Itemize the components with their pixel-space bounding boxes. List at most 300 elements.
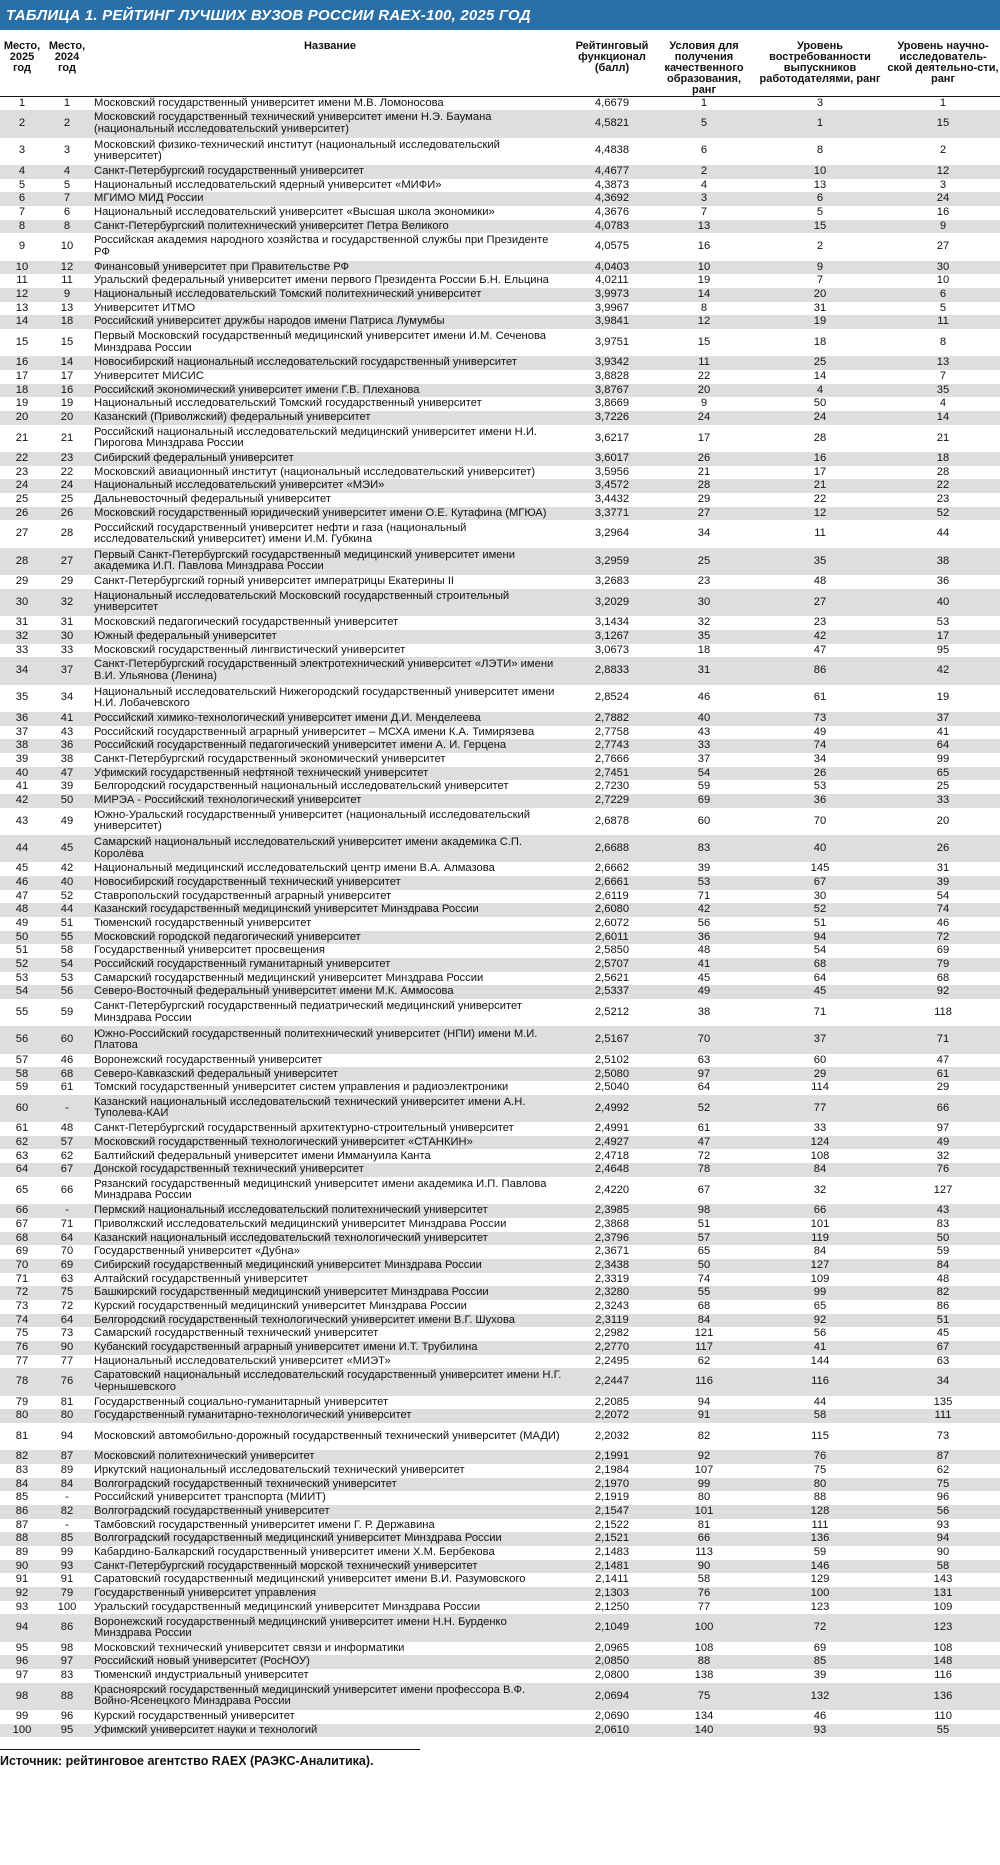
cell-conditions-rank: 23 <box>697 575 711 588</box>
cell-research-rank: 11 <box>937 315 949 328</box>
cell-research-rank: 30 <box>936 260 950 273</box>
cell-score: 3,5956 <box>594 465 630 478</box>
table-row <box>0 356 1000 370</box>
cell-demand-rank: 46 <box>813 1710 827 1723</box>
cell-conditions-rank: 67 <box>697 1183 711 1196</box>
cell-place-2024: 36 <box>60 739 74 752</box>
cell-research-rank: 18 <box>936 452 950 465</box>
cell-place-2025: 17 <box>15 370 29 383</box>
cell-place-2025: 72 <box>15 1286 29 1299</box>
cell-score: 2,7743 <box>594 739 630 752</box>
cell-place-2025: 98 <box>15 1689 29 1702</box>
cell-place-2025: 59 <box>15 1081 29 1094</box>
cell-demand-rank: 4 <box>816 383 824 396</box>
cell-demand-rank: 77 <box>813 1101 827 1114</box>
table-row <box>0 97 1000 111</box>
cell-research-rank: 109 <box>933 1600 953 1613</box>
table-row <box>0 1273 1000 1287</box>
cell-score: 3,9342 <box>594 356 630 369</box>
cell-place-2025: 29 <box>15 575 29 588</box>
cell-university-name: Казанский национальный исследовательский технологический университет <box>94 1231 488 1244</box>
cell-university-name: Сибирский государственный медицинский университет Минздрава России <box>94 1258 482 1271</box>
table-row <box>0 794 1000 808</box>
cell-university-name: Воронежский государственный медицинский университет имени Н.Н. Бурденко Минздрава России <box>94 1615 507 1640</box>
cell-research-rank: 116 <box>934 1669 952 1682</box>
cell-score: 2,1522 <box>594 1518 630 1531</box>
cell-conditions-rank: 40 <box>697 711 711 724</box>
cell-place-2024: 11 <box>61 274 73 287</box>
cell-place-2024: 2 <box>63 117 71 130</box>
cell-research-rank: 47 <box>936 1053 950 1066</box>
cell-demand-rank: 31 <box>813 301 827 314</box>
cell-place-2024: 8 <box>63 219 71 232</box>
cell-demand-rank: 109 <box>810 1272 830 1285</box>
cell-place-2024: 21 <box>60 431 74 444</box>
cell-conditions-rank: 57 <box>697 1231 711 1244</box>
cell-university-name: Томский государственный университет систем управления и радиоэлектроники <box>94 1081 509 1094</box>
cell-university-name: Северо-Кавказский федеральный университет <box>94 1067 338 1080</box>
cell-place-2024: 59 <box>60 1005 74 1018</box>
table-row <box>0 192 1000 206</box>
cell-place-2025: 32 <box>15 629 29 642</box>
cell-demand-rank: 24 <box>813 411 827 424</box>
cell-demand-rank: 84 <box>813 1163 827 1176</box>
cell-demand-rank: 68 <box>813 958 827 971</box>
cell-research-rank: 14 <box>936 411 950 424</box>
cell-demand-rank: 42 <box>813 629 827 642</box>
cell-university-name: Северо-Восточный федеральный университет имени М.К. Аммосова <box>94 985 454 998</box>
cell-research-rank: 62 <box>936 1464 950 1477</box>
cell-demand-rank: 34 <box>813 752 827 765</box>
cell-place-2024: 10 <box>60 240 74 253</box>
cell-research-rank: 108 <box>933 1641 953 1654</box>
cell-conditions-rank: 43 <box>697 725 711 738</box>
cell-place-2024: 53 <box>60 971 74 984</box>
cell-score: 2,5621 <box>594 971 630 984</box>
cell-demand-rank: 9 <box>816 260 824 273</box>
table-row <box>0 657 1000 684</box>
cell-university-name: Российский университет транспорта (МИИТ) <box>94 1491 326 1504</box>
cell-conditions-rank: 56 <box>697 917 711 930</box>
cell-university-name: Волгоградский государственный университет <box>94 1505 330 1518</box>
cell-university-name: Университет МИСИС <box>94 370 204 383</box>
cell-research-rank: 93 <box>936 1518 950 1531</box>
cell-place-2024: 32 <box>60 595 74 608</box>
cell-place-2025: 46 <box>15 876 29 889</box>
cell-place-2024: 45 <box>60 841 74 854</box>
table-row <box>0 425 1000 452</box>
cell-conditions-rank: 84 <box>697 1313 711 1326</box>
cell-place-2024: 3 <box>63 144 71 157</box>
cell-conditions-rank: 19 <box>697 274 711 287</box>
cell-place-2024: 31 <box>60 616 74 629</box>
table-row <box>0 206 1000 220</box>
table-row <box>0 1573 1000 1587</box>
cell-place-2024: 86 <box>60 1621 74 1634</box>
table-row <box>0 507 1000 521</box>
cell-place-2025: 50 <box>15 930 29 943</box>
cell-score: 3,2959 <box>594 554 630 567</box>
cell-university-name: Национальный исследовательский университет «МИЭТ» <box>94 1354 391 1367</box>
table-row <box>0 1519 1000 1533</box>
cell-university-name: Уральский государственный медицинский университет Минздрава России <box>94 1600 481 1613</box>
cell-university-name: Новосибирский государственный технический университет <box>94 876 401 889</box>
cell-university-name: Московский физико-технический институт (национальный исследовательский университет) <box>94 138 500 163</box>
cell-university-name: Московский авиационный институт (национальный исследовательский университет) <box>94 465 536 478</box>
cell-place-2025: 78 <box>15 1375 29 1388</box>
cell-score: 3,7226 <box>594 411 630 424</box>
cell-university-name: Государственный университет просвещения <box>94 944 325 957</box>
table-row <box>0 1327 1000 1341</box>
cell-place-2025: 39 <box>15 752 29 765</box>
cell-research-rank: 94 <box>936 1532 950 1545</box>
cell-place-2024: 85 <box>60 1532 74 1545</box>
cell-demand-rank: 99 <box>813 1286 827 1299</box>
cell-demand-rank: 44 <box>813 1395 827 1408</box>
cell-place-2025: 97 <box>15 1669 29 1682</box>
cell-place-2024: 34 <box>60 691 74 704</box>
cell-score: 2,6662 <box>594 862 630 875</box>
cell-university-name: Российский химико-технологический университет имени Д.И. Менделеева <box>94 711 481 724</box>
cell-place-2024: 6 <box>63 205 71 218</box>
cell-place-2025: 23 <box>15 465 29 478</box>
table-row <box>0 1095 1000 1122</box>
cell-conditions-rank: 58 <box>697 1573 711 1586</box>
cell-university-name: Иркутский национальный исследовательский технический университет <box>94 1464 465 1477</box>
cell-place-2025: 37 <box>15 725 29 738</box>
table-row <box>0 1026 1000 1053</box>
cell-place-2025: 92 <box>15 1587 29 1600</box>
cell-university-name: Новосибирский национальный исследовательский государственный университет <box>94 356 518 369</box>
cell-conditions-rank: 28 <box>697 479 711 492</box>
cell-university-name: Южно-Уральский государственный университет (национальный исследовательский университет) <box>94 808 530 833</box>
cell-demand-rank: 39 <box>813 1669 827 1682</box>
cell-place-2024: 80 <box>60 1409 74 1422</box>
cell-university-name: Санкт-Петербургский политехнический университет Петра Великого <box>94 219 449 232</box>
table-row <box>0 1601 1000 1615</box>
cell-conditions-rank: 71 <box>697 889 711 902</box>
cell-demand-rank: 3 <box>816 96 824 109</box>
cell-place-2024: - <box>65 1518 69 1531</box>
cell-research-rank: 84 <box>936 1258 950 1271</box>
cell-place-2024: 69 <box>60 1258 74 1271</box>
cell-score: 2,2072 <box>594 1409 630 1422</box>
cell-place-2025: 86 <box>15 1505 29 1518</box>
table-row <box>0 179 1000 193</box>
cell-score: 2,3671 <box>594 1245 630 1258</box>
cell-university-name: Курский государственный медицинский университет Минздрава России <box>94 1299 467 1312</box>
table-row <box>0 274 1000 288</box>
cell-university-name: Национальный исследовательский университет «МЭИ» <box>94 479 385 492</box>
cell-university-name: Ставропольский государственный аграрный университет <box>94 889 392 902</box>
cell-demand-rank: 56 <box>813 1327 827 1340</box>
table-row <box>0 1396 1000 1410</box>
cell-place-2025: 85 <box>15 1491 29 1504</box>
cell-conditions-rank: 20 <box>697 383 711 396</box>
cell-score: 3,1267 <box>594 629 630 642</box>
cell-demand-rank: 65 <box>813 1299 827 1312</box>
cell-research-rank: 51 <box>936 1313 950 1326</box>
table-row <box>0 110 1000 137</box>
cell-demand-rank: 114 <box>811 1081 829 1094</box>
cell-place-2024: 99 <box>60 1546 74 1559</box>
cell-score: 2,6119 <box>595 889 629 902</box>
header-research-rank: Уровень научно-исследователь-ской деятельно-сти, ранг <box>886 30 1000 97</box>
cell-conditions-rank: 35 <box>697 629 711 642</box>
cell-score: 4,3873 <box>594 178 630 191</box>
cell-research-rank: 25 <box>936 780 950 793</box>
cell-research-rank: 35 <box>936 383 950 396</box>
table-row <box>0 1642 1000 1656</box>
cell-university-name: Уфимский государственный нефтяной технический университет <box>94 766 429 779</box>
cell-place-2024: 72 <box>60 1299 74 1312</box>
cell-place-2025: 61 <box>15 1122 29 1135</box>
cell-conditions-rank: 64 <box>697 1081 711 1094</box>
cell-university-name: Казанский национальный исследовательский технический университет имени А.Н. Туполева-КАИ <box>94 1095 526 1120</box>
cell-score: 2,1547 <box>594 1505 630 1518</box>
cell-score: 4,0575 <box>594 240 630 253</box>
cell-score: 2,4992 <box>594 1101 630 1114</box>
cell-place-2024: 68 <box>60 1067 74 1080</box>
cell-place-2025: 30 <box>15 595 29 608</box>
cell-university-name: Финансовый университет при Правительстве РФ <box>94 260 350 273</box>
cell-score: 4,3676 <box>594 205 630 218</box>
cell-demand-rank: 101 <box>810 1217 830 1230</box>
cell-research-rank: 87 <box>936 1450 950 1463</box>
cell-research-rank: 76 <box>936 1163 950 1176</box>
table-row <box>0 220 1000 234</box>
cell-place-2024: 55 <box>60 930 74 943</box>
table-row <box>0 1232 1000 1246</box>
cell-score: 2,1991 <box>594 1450 630 1463</box>
cell-score: 2,1970 <box>594 1477 630 1490</box>
cell-conditions-rank: 47 <box>697 1135 711 1148</box>
cell-demand-rank: 26 <box>813 766 827 779</box>
cell-university-name: Первый Санкт-Петербургский государственный медицинский университет имени академика И.П. Павлова Минздрава России <box>94 548 515 573</box>
cell-place-2024: 29 <box>60 575 74 588</box>
cell-research-rank: 99 <box>936 752 950 765</box>
cell-place-2025: 77 <box>15 1354 29 1367</box>
cell-score: 2,3243 <box>594 1299 630 1312</box>
cell-university-name: Алтайский государственный университет <box>94 1272 309 1285</box>
cell-conditions-rank: 62 <box>697 1354 711 1367</box>
header-score: Рейтинговый функционал (балл) <box>570 30 654 97</box>
cell-research-rank: 59 <box>936 1245 950 1258</box>
table-row <box>0 397 1000 411</box>
cell-demand-rank: 28 <box>813 431 827 444</box>
cell-place-2024: 20 <box>60 411 74 424</box>
cell-demand-rank: 59 <box>813 1546 827 1559</box>
cell-place-2025: 74 <box>15 1313 29 1326</box>
cell-conditions-rank: 100 <box>694 1621 714 1634</box>
cell-place-2025: 22 <box>15 452 29 465</box>
cell-conditions-rank: 45 <box>697 971 711 984</box>
cell-score: 2,4718 <box>594 1149 630 1162</box>
cell-place-2025: 58 <box>15 1067 29 1080</box>
table-row <box>0 1204 1000 1218</box>
table-row <box>0 985 1000 999</box>
cell-place-2024: 38 <box>60 752 74 765</box>
cell-place-2024: 47 <box>60 766 74 779</box>
table-row <box>0 780 1000 794</box>
cell-demand-rank: 71 <box>813 1005 827 1018</box>
cell-place-2025: 9 <box>18 240 26 253</box>
cell-conditions-rank: 38 <box>697 1005 711 1018</box>
table-row <box>0 931 1000 945</box>
cell-place-2025: 25 <box>15 493 29 506</box>
cell-place-2025: 63 <box>15 1149 29 1162</box>
cell-research-rank: 127 <box>933 1183 953 1196</box>
cell-demand-rank: 72 <box>813 1621 827 1634</box>
cell-conditions-rank: 68 <box>697 1299 711 1312</box>
cell-research-rank: 68 <box>936 971 950 984</box>
cell-conditions-rank: 88 <box>697 1655 711 1668</box>
cell-university-name: МИРЭА - Российский технологический университет <box>94 794 362 806</box>
cell-university-name: Национальный исследовательский ядерный университет «МИФИ» <box>94 178 442 191</box>
source-note: Источник: рейтинговое агентство RAEX (РАЭКС-Аналитика). <box>0 1749 420 1768</box>
cell-demand-rank: 22 <box>813 493 827 506</box>
cell-university-name: Тюменский государственный университет <box>94 917 312 930</box>
cell-score: 2,2982 <box>594 1327 630 1340</box>
cell-university-name: Российская академия народного хозяйства и государственной службы при Президенте РФ <box>94 234 549 258</box>
cell-conditions-rank: 22 <box>697 370 711 383</box>
cell-place-2024: 4 <box>63 164 71 177</box>
cell-place-2025: 82 <box>15 1450 29 1463</box>
cell-conditions-rank: 121 <box>694 1327 714 1340</box>
cell-place-2025: 27 <box>15 527 29 540</box>
cell-score: 2,0965 <box>594 1641 630 1654</box>
cell-university-name: Российский национальный исследовательский медицинский университет имени Н.И. Пирогова Минздрава России <box>94 425 537 450</box>
cell-university-name: Московский государственный технический университет имени Н.Э. Баумана (национальный исследовательский университет) <box>94 111 492 135</box>
table-row <box>0 1054 1000 1068</box>
cell-score: 3,2029 <box>594 595 630 608</box>
cell-demand-rank: 145 <box>810 862 830 875</box>
table-row <box>0 575 1000 589</box>
cell-research-rank: 24 <box>936 192 950 205</box>
cell-conditions-rank: 65 <box>697 1245 711 1258</box>
cell-university-name: Санкт-Петербургский государственный электротехнический университет «ЛЭТИ» имени В.И. Ульянова (Ленина) <box>94 658 554 682</box>
cell-place-2024: 82 <box>60 1505 74 1518</box>
table-title-bar <box>0 0 1000 30</box>
cell-place-2024: 15 <box>60 335 74 348</box>
table-row <box>0 452 1000 466</box>
cell-place-2025: 5 <box>18 178 26 191</box>
cell-conditions-rank: 1 <box>700 96 708 109</box>
cell-conditions-rank: 31 <box>697 664 711 677</box>
cell-demand-rank: 54 <box>813 944 827 957</box>
cell-demand-rank: 27 <box>813 595 827 608</box>
table-row <box>0 890 1000 904</box>
cell-demand-rank: 19 <box>813 315 827 328</box>
cell-research-rank: 118 <box>934 1005 952 1018</box>
table-row <box>0 1710 1000 1724</box>
cell-score: 3,2964 <box>594 527 630 540</box>
cell-conditions-rank: 107 <box>694 1464 714 1477</box>
table-row <box>0 1067 1000 1081</box>
table-row <box>0 1259 1000 1273</box>
cell-place-2025: 15 <box>15 335 29 348</box>
cell-research-rank: 33 <box>936 794 950 806</box>
cell-university-name: Государственный социально-гуманитарный университет <box>94 1395 389 1408</box>
cell-place-2025: 51 <box>15 944 29 957</box>
cell-demand-rank: 84 <box>813 1245 827 1258</box>
cell-conditions-rank: 27 <box>697 506 711 519</box>
cell-score: 2,7758 <box>594 725 630 738</box>
cell-university-name: Башкирский государственный медицинский университет Минздрава России <box>94 1286 489 1299</box>
cell-conditions-rank: 5 <box>700 117 708 130</box>
cell-research-rank: 75 <box>936 1477 950 1490</box>
cell-university-name: Дальневосточный федеральный университет <box>94 493 331 506</box>
cell-research-rank: 1 <box>939 96 947 109</box>
cell-place-2025: 75 <box>15 1327 29 1340</box>
cell-score: 2,6661 <box>594 876 630 889</box>
cell-research-rank: 44 <box>936 527 950 540</box>
table-row <box>0 616 1000 630</box>
cell-university-name: Сибирский федеральный университет <box>94 452 294 465</box>
cell-demand-rank: 12 <box>813 506 827 519</box>
cell-research-rank: 20 <box>936 814 950 827</box>
cell-place-2025: 41 <box>15 780 29 793</box>
cell-research-rank: 43 <box>936 1204 950 1217</box>
cell-score: 2,3319 <box>594 1272 630 1285</box>
cell-university-name: Санкт-Петербургский государственный экономический университет <box>94 752 446 765</box>
table-row <box>0 589 1000 616</box>
table-row <box>0 138 1000 165</box>
cell-place-2025: 47 <box>15 889 29 902</box>
cell-university-name: Московский государственный юридический университет имени О.Е. Кутафина (МГЮА) <box>94 506 547 519</box>
cell-place-2024: 43 <box>60 725 74 738</box>
cell-place-2024: 63 <box>60 1272 74 1285</box>
cell-place-2024: 52 <box>60 889 74 902</box>
cell-demand-rank: 61 <box>813 691 827 704</box>
cell-place-2024: 64 <box>60 1313 74 1326</box>
cell-demand-rank: 11 <box>814 527 826 540</box>
cell-university-name: Санкт-Петербургский государственный архитектурно-строительный университет <box>94 1122 514 1135</box>
cell-university-name: Южный федеральный университет <box>94 629 277 642</box>
cell-place-2024: 84 <box>60 1477 74 1490</box>
cell-research-rank: 19 <box>936 691 950 704</box>
cell-demand-rank: 88 <box>813 1491 827 1504</box>
cell-demand-rank: 52 <box>813 903 827 916</box>
table-row <box>0 685 1000 712</box>
cell-conditions-rank: 2 <box>700 164 708 177</box>
cell-score: 3,4432 <box>594 493 630 506</box>
cell-place-2025: 16 <box>15 356 29 369</box>
table-row <box>0 1341 1000 1355</box>
cell-conditions-rank: 46 <box>697 691 711 704</box>
cell-university-name: Первый Московский государственный медицинский университет имени И.М. Сеченова Минздрава России <box>94 330 546 354</box>
cell-university-name: Российский новый университет (РосНОУ) <box>94 1655 310 1668</box>
cell-place-2024: 24 <box>60 479 74 492</box>
cell-conditions-rank: 92 <box>697 1450 711 1463</box>
cell-conditions-rank: 113 <box>695 1546 713 1559</box>
cell-place-2024: 13 <box>60 301 74 314</box>
cell-conditions-rank: 66 <box>697 1532 711 1545</box>
cell-place-2024: 77 <box>60 1354 74 1367</box>
cell-score: 3,8828 <box>594 370 630 383</box>
cell-research-rank: 131 <box>933 1587 953 1600</box>
cell-place-2025: 7 <box>18 205 26 218</box>
table-row <box>0 726 1000 740</box>
cell-demand-rank: 76 <box>813 1450 827 1463</box>
cell-score: 2,7451 <box>594 766 630 779</box>
cell-place-2024: 64 <box>60 1231 74 1244</box>
cell-place-2025: 38 <box>15 739 29 752</box>
cell-place-2025: 89 <box>15 1546 29 1559</box>
table-row <box>0 1081 1000 1095</box>
cell-research-rank: 4 <box>939 397 947 410</box>
table-row <box>0 1149 1000 1163</box>
